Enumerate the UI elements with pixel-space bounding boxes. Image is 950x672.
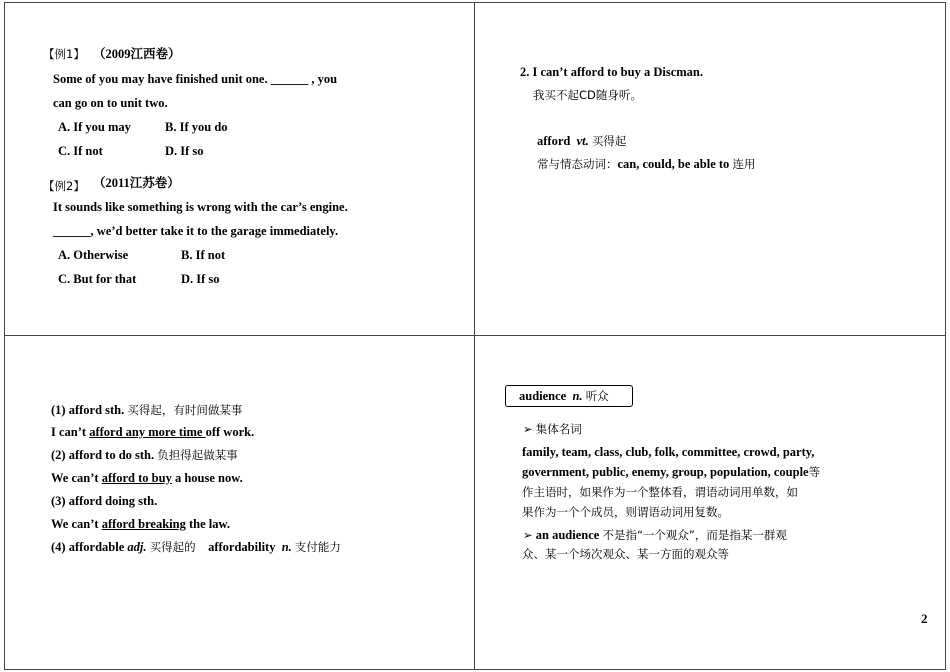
usage-item-2 [51, 448, 238, 463]
page-number: 2 [921, 611, 928, 626]
audience-word: audience [519, 389, 567, 403]
example-1-underlined: afford any more time [89, 425, 206, 439]
example-2-pre: We can’t [51, 471, 102, 485]
example-1-pre: I can’t [51, 425, 90, 439]
example1-tag: 【例1】 [43, 47, 85, 61]
example2-tag: 【例2】 [43, 179, 85, 193]
vertical-divider [474, 2, 475, 670]
collective-noun-heading [523, 422, 582, 437]
example-2-post: a house now. [171, 471, 243, 485]
usage-item-2-cn: 负担得起做某事 [157, 448, 238, 462]
example1-option-a: A. If you may [58, 120, 131, 134]
example-3-pre: We can’t [51, 517, 102, 531]
audience-note-line-2: 众、某一个场次观众、某一方面的观众等 [522, 547, 729, 561]
usage-item-1-cn: 买得起，有时间做某事 [127, 403, 243, 417]
collective-noun-list-1: family, team, class, club, folk, committee, crowd, party, [522, 445, 815, 459]
sentence-translation: 我买不起CD随身听。 [533, 88, 642, 102]
affordability-word: affordability [208, 540, 279, 554]
example2-line2: ______, we’d better take it to the garage immediately. [53, 224, 339, 238]
usage-suffix: 连用 [732, 157, 756, 171]
usage-example-2 [51, 471, 243, 486]
example2-option-d: D. If so [181, 272, 220, 286]
usage-item-3: (3) afford doing sth. [51, 494, 158, 508]
example2-option-b: B. If not [181, 248, 226, 262]
example1-option-d: D. If so [165, 144, 204, 158]
audience-note-cn: 不是指“一个观众”，而是指某一群观 [602, 528, 787, 542]
example1-line2: can go on to unit two. [53, 96, 168, 110]
affordability-meaning: 支付能力 [294, 540, 341, 554]
example1-source: （2009江西卷） [93, 47, 181, 61]
collective-noun-list-2-cn: 等 [808, 465, 821, 479]
afford-pos: vt. [576, 134, 589, 148]
arrowhead-bullet-icon: ➢ [523, 422, 533, 436]
sentence-heading: 2. I can’t afford to buy a Discman. [520, 65, 703, 79]
example2-option-c: C. But for that [58, 272, 137, 286]
usage-example-1 [51, 425, 254, 440]
affordability-pos: n. [281, 540, 292, 554]
example1-option-c: C. If not [58, 144, 103, 158]
example-2-underlined: afford to buy [101, 471, 172, 485]
example1-line1: Some of you may have finished unit one. ______ , you [53, 72, 338, 86]
example-3-post: the law. [185, 517, 230, 531]
afford-meaning: 买得起 [591, 134, 627, 148]
audience-heading [519, 389, 609, 404]
horizontal-divider [4, 335, 945, 336]
example2-line1: It sounds like something is wrong with the car’s engine. [53, 200, 348, 214]
afford-usage-note [537, 157, 755, 172]
usage-modals: can, could, be able to [617, 157, 730, 171]
audience-note-line-1 [523, 528, 787, 543]
rule-line-1: 作主语时，如果作为一个整体看，谓语动词用单数，如 [522, 485, 798, 499]
audience-meaning: 听众 [585, 389, 609, 403]
usage-item-1-en: (1) afford sth. [51, 403, 125, 417]
usage-example-3 [51, 517, 230, 532]
audience-pos: n. [572, 389, 583, 403]
example2-option-a: A. Otherwise [58, 248, 129, 262]
rule-line-2: 果作为一个个成员，则谓语动词用复数。 [522, 505, 729, 519]
audience-note-en: an audience [535, 528, 600, 542]
afford-word: afford [537, 134, 571, 148]
collective-noun-label: 集体名词 [535, 422, 582, 436]
affordable-meaning: 买得起的 [149, 540, 196, 554]
arrowhead-bullet-icon: ➢ [523, 528, 533, 542]
usage-prefix: 常与情态动词： [537, 157, 618, 171]
collective-noun-list-2-en: government, public, enemy, group, population, couple [522, 465, 809, 479]
example2-source: （2011江苏卷） [93, 176, 180, 190]
affordable-pos: adj. [127, 540, 147, 554]
example1-option-b: B. If you do [165, 120, 228, 134]
usage-item-4 [51, 540, 341, 555]
affordable-word: (4) affordable [51, 540, 128, 554]
usage-item-1 [51, 403, 242, 418]
afford-definition [537, 134, 626, 149]
collective-noun-list-2 [522, 465, 820, 480]
example-1-post: off work. [205, 425, 255, 439]
example-3-underlined: afford breaking [101, 517, 186, 531]
usage-item-2-en: (2) afford to do sth. [51, 448, 155, 462]
